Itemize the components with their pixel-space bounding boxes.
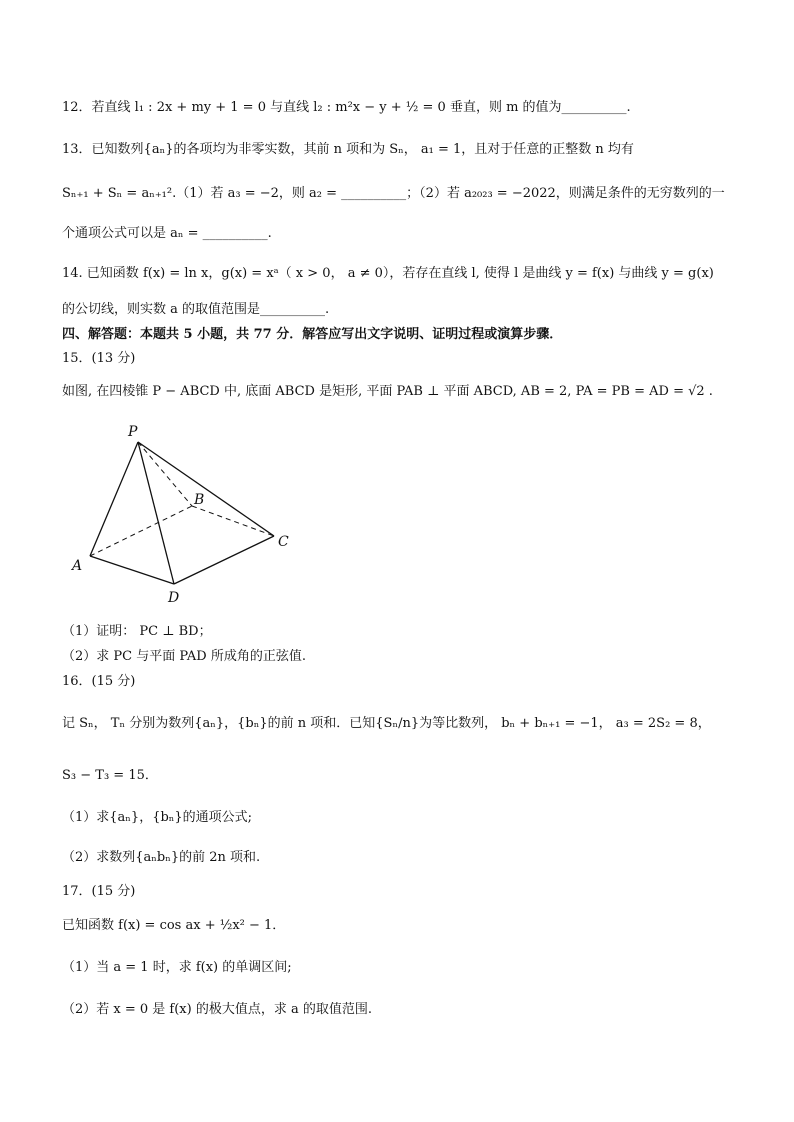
edge-BC-hidden	[192, 506, 274, 536]
question-15-stem: 如图, 在四棱锥 P − ABCD 中, 底面 ABCD 是矩形, 平面 PAB ⊥ 平面 ABCD, AB = 2, PA = PB = AD = √2 .	[62, 384, 713, 399]
edge-DC	[174, 536, 274, 584]
question-14-line-2: 的公切线，则实数 a 的取值范围是__________.	[62, 302, 330, 317]
question-15-part-2: （2）求 PC 与平面 PAD 所成角的正弦值.	[62, 649, 306, 664]
question-13-line-3: 个通项公式可以是 aₙ = __________.	[62, 226, 272, 241]
question-16-stem: 记 Sₙ， Tₙ 分别为数列{aₙ}，{bₙ}的前 n 项和．已知{Sₙ/n}为等比数列， bₙ + bₙ₊₁ = −1， a₃ = 2S₂ = 8，	[62, 716, 711, 731]
question-15-part-1: （1）证明： PC ⊥ BD；	[62, 624, 212, 639]
question-17-part-1: （1）当 a = 1 时，求 f(x) 的单调区间;	[62, 960, 292, 975]
question-16-header: 16．(15 分)	[62, 674, 136, 689]
label-D: D	[168, 590, 180, 606]
edge-PA	[90, 442, 138, 556]
question-16-part-2: （2）求数列{aₙbₙ}的前 2n 项和.	[62, 850, 261, 865]
question-13-line-1: 13．已知数列{aₙ}的各项均为非零实数，其前 n 项和为 Sₙ， a₁ = 1，且对于任意的正整数 n 均有	[62, 142, 634, 157]
question-13-line-2: Sₙ₊₁ + Sₙ = aₙ₊₁².（1）若 a₃ = −2，则 a₂ = __________；（2）若 a₂₀₂₃ = −2022，则满足条件的无穷数列的一	[62, 186, 725, 201]
label-B: B	[194, 492, 205, 508]
label-P: P	[128, 424, 138, 440]
section-4-heading: 四、解答题：本题共 5 小题，共 77 分．解答应写出文字说明、证明过程或演算步骤．	[62, 327, 563, 342]
pyramid-figure	[62, 418, 302, 608]
question-12: 12．若直线 l₁ : 2x + my + 1 = 0 与直线 l₂ : m²x − y + ½ = 0 垂直，则 m 的值为__________.	[62, 100, 631, 115]
question-16-stem-2: S₃ − T₃ = 15．	[62, 768, 158, 783]
question-17-header: 17．(15 分)	[62, 884, 136, 899]
edge-AD	[90, 556, 174, 584]
pyramid-diagram	[62, 418, 302, 608]
question-17-part-2: （2）若 x = 0 是 f(x) 的极大值点，求 a 的取值范围.	[62, 1002, 372, 1017]
question-16-part-1: （1）求{aₙ}，{bₙ}的通项公式;	[62, 810, 253, 825]
label-A: A	[72, 558, 83, 574]
edge-AB-hidden	[90, 506, 192, 556]
question-15-header: 15．(13 分)	[62, 351, 136, 366]
label-C: C	[278, 534, 289, 550]
question-17-stem: 已知函数 f(x) = cos ax + ½x² − 1．	[62, 918, 286, 933]
question-14-line-1: 14. 已知函数 f(x) = ln x，g(x) = xᵃ（ x > 0， a ≠ 0），若存在直线 l, 使得 l 是曲线 y = f(x) 与曲线 y = g(x)	[62, 266, 714, 281]
